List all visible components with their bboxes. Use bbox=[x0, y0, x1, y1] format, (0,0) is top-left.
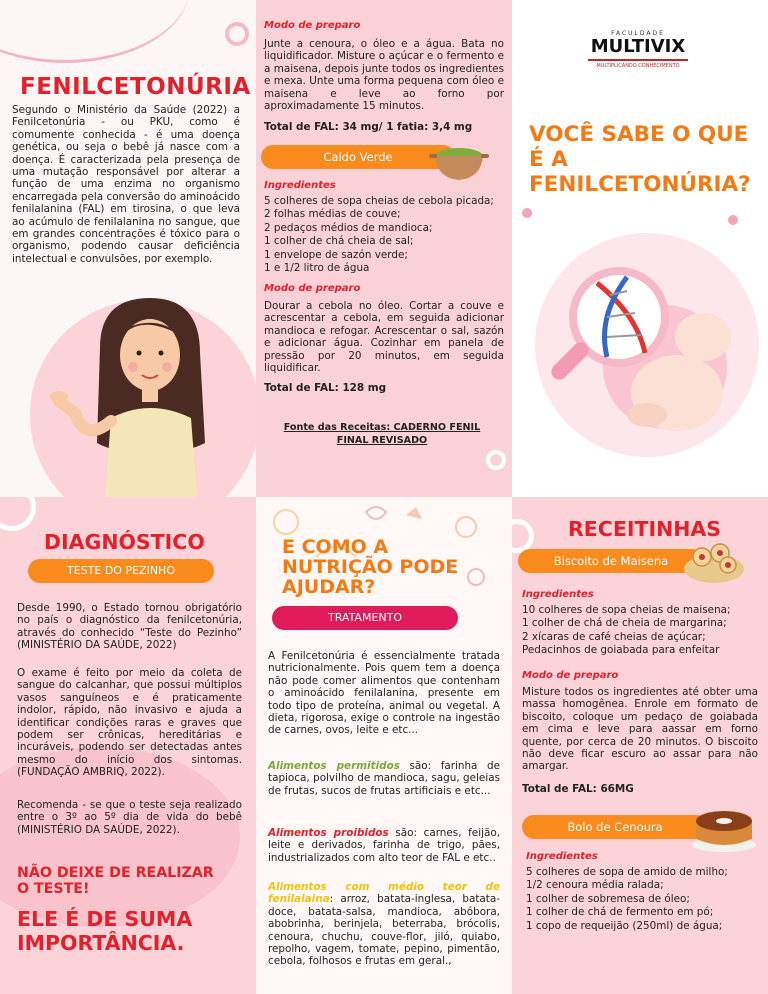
fal-total: Total de FAL: 34 mg/ 1 fatia: 3,4 mg bbox=[264, 121, 473, 133]
section-title: RECEITINHAS bbox=[568, 517, 722, 541]
allowed-foods-text: são: farinha de tapioca, polvilho de mandioca, sagu, geleias de frutas, sucos de frutas artificiais e etc... bbox=[268, 760, 500, 797]
panel-recipes-continued bbox=[256, 0, 512, 497]
decorative-circle bbox=[0, 497, 36, 531]
list-item: 2 pedaços médios de mandioca; bbox=[264, 221, 433, 234]
logo-subtitle: MULTIPLICANDO CONHECIMENTO bbox=[596, 62, 680, 69]
panel-intro bbox=[0, 0, 256, 497]
allowed-foods-label: Alimentos permitidos bbox=[268, 760, 400, 772]
panel-treatment bbox=[256, 497, 512, 994]
diagnosis-text: O exame é feito por meio da coleta de sangue do calcanhar, que possui múltiplos vasos sanguíneos e é praticamente indolor, rápido, não invasivo e ajuda a identificar condições raras e graves que podem ser crônicas, hereditárias e incuráveis, podendo ser detectadas antes mesmo do início dos sintomas. (FUNDAÇÃO AMBRIQ, 2022). bbox=[17, 667, 242, 779]
woman-illustration bbox=[45, 293, 235, 497]
list-item: 1 e 1/2 litro de água bbox=[264, 262, 370, 275]
list-item: 10 colheres de sopa cheias de maisena; bbox=[522, 604, 731, 616]
ingredients-list bbox=[526, 866, 766, 933]
cover-headline: VOCÊ SABE O QUE É A FENILCETONÚRIA? bbox=[529, 122, 751, 197]
list-item: 1 copo de requeijão (250ml) de água; bbox=[526, 919, 723, 932]
panel-recipes bbox=[512, 497, 768, 994]
section-title: E COMO A NUTRIÇÃO PODE AJUDAR? bbox=[282, 536, 459, 598]
decorative-circle bbox=[225, 22, 249, 46]
medium-foods-text: : arroz, batata-inglesa, batata-doce, batata-salsa, mandioca, abóbora, abobrinha, berinjela, beterraba, brócolis, cenoura, chuchu, couve-flor, jiló, quiabo, repolho, vagem, tomate, pepino, pimentão, cebola, folhosos e frutas em geral., bbox=[268, 893, 500, 968]
decorative-circle bbox=[728, 215, 738, 225]
medium-foods-label: Alimentos com médio teor de fenilalaina bbox=[268, 881, 500, 906]
fal-total: Total de FAL: 66MG bbox=[522, 783, 634, 795]
list-item: 1 colher de chá de fermento em pó; bbox=[526, 906, 714, 919]
call-to-action-emphasis: ELE É DE SUMA IMPORTÂNCIA. bbox=[17, 907, 193, 955]
list-item: 2 xícaras de café cheias de açúcar; bbox=[522, 630, 706, 643]
method-text: Junte a cenoura, o óleo e a água. Bata no liquidificador. Misture o açúcar e o fermento e a maisena, depois junte todos os ingredientes e mexa. Unte uma forma pequena com óleo e maisena e leve ao forno por aproximadamente 15 minutos. bbox=[264, 38, 504, 113]
list-item: 1/2 cenoura média ralada; bbox=[526, 879, 664, 892]
logo-underline bbox=[588, 59, 688, 61]
recipe-title-pill: Bolo de Cenoura bbox=[522, 815, 708, 839]
ingredients-list bbox=[522, 604, 762, 658]
page-title: FENILCETONÚRIA bbox=[20, 74, 251, 100]
ingredients-list bbox=[264, 195, 509, 275]
section-title: DIAGNÓSTICO bbox=[44, 530, 205, 554]
method-label: Modo de preparo bbox=[264, 20, 361, 31]
list-item: 1 envelope de sazón verde; bbox=[264, 248, 408, 261]
diagnosis-text: Desde 1990, o Estado tornou obrigatório no país o diagnóstico da fenilcetonúria, através do conhecido “Teste do Pezinho” (MINISTÉRIO DA SAÚDE, 2022) bbox=[17, 602, 242, 652]
list-item: 2 folhas médias de couve; bbox=[264, 208, 401, 221]
decorative-arc bbox=[0, 0, 190, 63]
fal-total: Total de FAL: 128 mg bbox=[264, 382, 387, 394]
cookie-bowl-icon bbox=[682, 537, 746, 585]
decorative-circle bbox=[522, 208, 532, 218]
treatment-text: A Fenilcetonúria é essencialmente tratada nutricionalmente. Pois quem tem a doença não pode comer alimentos que contenham o aminoácido fenilalanina, presente em todo tipo de proteína, animal ou vegetal. A dieta, rigorosa, exige o controle na ingestão de carnes, ovos, leite e etc... bbox=[268, 650, 500, 737]
ingredients-label: Ingredientes bbox=[522, 589, 594, 600]
recipe-title-pill: Biscoito de Maisena bbox=[518, 549, 704, 573]
logo-top-text: FACULDADE bbox=[611, 30, 665, 37]
recipe-source: Fonte das Receitas: CADERNO FENIL FINAL REVISADO bbox=[283, 422, 481, 446]
decorative-circle bbox=[486, 450, 506, 470]
section-pill: TRATAMENTO bbox=[272, 606, 458, 630]
ingredients-label: Ingredientes bbox=[264, 180, 336, 191]
medium-foods bbox=[268, 881, 500, 968]
method-label: Modo de preparo bbox=[522, 670, 619, 681]
list-item: 5 colheres de sopa de amido de milho; bbox=[526, 866, 728, 878]
recipe-title-pill: Caldo Verde bbox=[261, 145, 455, 169]
logo-main-text: MULTIVIX bbox=[590, 36, 686, 57]
list-item: 1 colher de chá cheia de sal; bbox=[264, 235, 414, 248]
carrot-cake-icon bbox=[690, 799, 758, 853]
intro-text: Segundo o Ministério da Saúde (2022) a Fenilcetonúria - ou PKU, como é comumente conhecida - é uma doença genética, ou seja o bebê já nasce com a doença. É caracterizada pela presença de uma mutação responsável por alterar a função de uma enzima no organismo encarregada pela conversão do aminoácido fenilalanina (FAL) em tirosina, o que leva ao acúmulo de fenilalanina no sangue, que em grandes concentrações é tóxico para o organismo, podendo causar deficiência intelectual e convulsões, por exemplo. bbox=[12, 104, 240, 265]
soup-pot-icon bbox=[428, 138, 490, 182]
list-item: 1 colher de chá de cheia de margarina; bbox=[522, 617, 727, 630]
panel-cover bbox=[512, 0, 768, 497]
method-text: Misture todos os ingredientes até obter uma massa homogênea. Enrole em formato de biscoito, coloque um pedaço de goiabada em cima e leve para aassar em forno quente, por cerca de 20 minutos. O biscoito não deve ficar escuro ao assar para não amargar. bbox=[522, 686, 758, 773]
forbidden-foods-text: são: carnes, feijão, leite e derivados, farinha de trigo, pães, industrializados com alto teor de FAL e etc.. bbox=[268, 827, 501, 864]
logo bbox=[582, 30, 694, 69]
call-to-action: NÃO DEIXE DE REALIZAR O TESTE! bbox=[17, 865, 214, 897]
list-item: Pedacinhos de goiabada para enfeitar bbox=[522, 644, 720, 657]
diagnosis-text: Recomenda - se que o teste seja realizado entre o 3º ao 5º dia de vida do bebê (MINISTÉRIO DA SAÚDE, 2022). bbox=[17, 799, 242, 836]
section-pill: TESTE DO PEZINHO bbox=[28, 559, 214, 583]
list-item: 1 colher de sobremesa de óleo; bbox=[526, 892, 690, 905]
list-item: 5 colheres de sopa cheias de cebola picada; bbox=[264, 195, 494, 207]
decorative-circle bbox=[512, 519, 534, 553]
allowed-foods bbox=[268, 760, 500, 797]
forbidden-foods bbox=[268, 827, 500, 864]
forbidden-foods-label: Alimentos proibidos bbox=[268, 827, 389, 839]
method-label: Modo de preparo bbox=[264, 283, 361, 294]
dna-baby-illustration bbox=[527, 225, 767, 465]
ingredients-label: Ingredientes bbox=[526, 851, 598, 862]
method-text: Dourar a cebola no óleo. Cortar a couve e acrescentar a cebola, em seguida adicionar mandioca e refogar. Acrescentar o sal, sazón e adicionar água. Cozinhar em panela de pressão por 20 minutos, em seguida liquidificar. bbox=[264, 300, 504, 375]
panel-diagnosis bbox=[0, 497, 256, 994]
